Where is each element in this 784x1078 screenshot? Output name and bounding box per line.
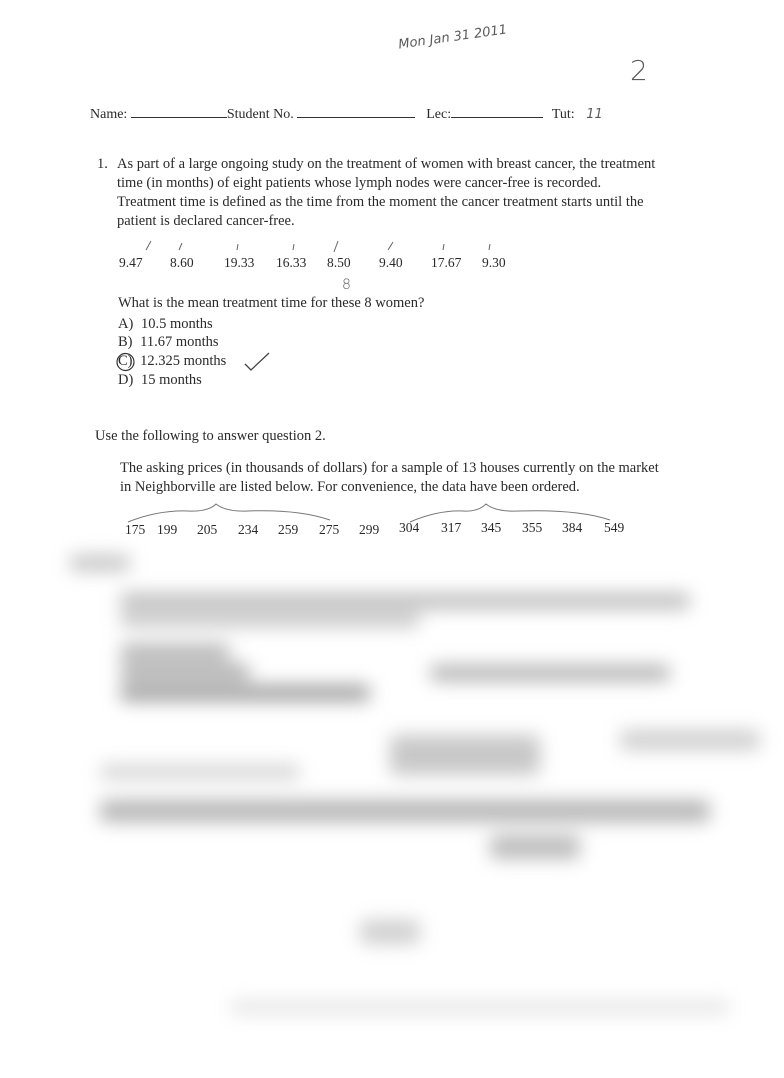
lec-label: Lec: <box>426 107 452 122</box>
option-letter: A) <box>118 316 134 332</box>
student-no-label: Student No. <box>226 107 294 122</box>
option-text: 11.67 months <box>140 334 219 350</box>
blurred-block <box>70 555 130 571</box>
q1-data-value: 8.50 <box>327 255 351 270</box>
blurred-block <box>120 645 230 659</box>
option-b[interactable] <box>118 333 219 352</box>
header-row <box>90 103 603 123</box>
handwritten-count: 8 <box>342 277 351 293</box>
tut-label: Tut: <box>551 107 575 122</box>
question-1-line: time (in months) of eight patients whose lymph nodes were cancer-free is recorded. <box>117 175 602 191</box>
option-letter: B) <box>118 334 133 350</box>
blurred-block <box>120 685 370 701</box>
q1-data-value: 9.30 <box>482 255 506 270</box>
blurred-block <box>620 730 760 750</box>
name-field[interactable] <box>131 103 227 118</box>
tut-handwritten-value: 11 <box>586 107 603 122</box>
question-1-line: patient is declared cancer-free. <box>117 213 295 229</box>
blurred-block <box>120 665 250 679</box>
question-1-line: Treatment time is defined as the time from the moment the cancer treatment starts until the <box>117 194 644 210</box>
q2-data-value: 345 <box>481 520 502 535</box>
question-2-line: The asking prices (in thousands of dollars) for a sample of 13 houses currently on the market <box>120 460 659 476</box>
option-letter: D) <box>118 372 134 388</box>
question-1-number: 1. <box>97 156 108 172</box>
blurred-block <box>490 835 580 859</box>
question-1-line: As part of a large ongoing study on the treatment of women with breast cancer, the treatment <box>117 156 656 172</box>
question-2-text <box>120 459 659 497</box>
q1-data-value: 9.47 <box>119 255 143 270</box>
q2-data-value: 234 <box>238 522 259 537</box>
blurred-block <box>120 613 420 627</box>
handwritten-page-number: 2 <box>630 54 648 87</box>
q2-data-value: 317 <box>441 520 462 535</box>
q2-data-value: 199 <box>157 522 178 537</box>
option-text: 15 months <box>140 372 202 388</box>
lec-field[interactable] <box>451 103 543 118</box>
option-a[interactable] <box>118 315 213 334</box>
q2-data-value: 549 <box>604 520 625 535</box>
q2-data-value: 259 <box>278 522 299 537</box>
blurred-content-region <box>60 545 760 1065</box>
tick-marks <box>110 238 530 256</box>
q2-data-value: 205 <box>197 522 218 537</box>
student-no-field[interactable] <box>297 103 415 118</box>
name-label: Name: <box>90 107 128 122</box>
q1-data-value: 17.67 <box>431 255 462 270</box>
blurred-block <box>430 665 670 681</box>
question-2-instructions: Use the following to answer question 2. <box>95 428 326 444</box>
option-letter: C) <box>118 353 133 369</box>
q1-data-value: 8.60 <box>170 255 194 270</box>
q2-data-value: 175 <box>125 522 146 537</box>
q1-data-value: 16.33 <box>276 255 307 270</box>
question-1-text <box>117 155 655 231</box>
blurred-block <box>360 920 420 944</box>
q1-data-value: 9.40 <box>379 255 403 270</box>
question-2-line: in Neighborville are listed below. For convenience, the data have been ordered. <box>120 479 580 495</box>
q2-data-value: 275 <box>319 522 340 537</box>
option-text: 12.325 months <box>140 353 227 369</box>
handwritten-date: Mon Jan 31 2011 <box>397 22 508 53</box>
q1-data-value: 19.33 <box>224 255 255 270</box>
checkmark-icon <box>242 350 272 374</box>
option-d[interactable] <box>118 371 202 390</box>
question-1-prompt: What is the mean treatment time for these 8 women? <box>118 295 425 311</box>
q2-data-value: 299 <box>359 522 380 537</box>
blurred-block <box>100 800 710 822</box>
option-text: 10.5 months <box>140 316 213 332</box>
q2-data-value: 304 <box>399 520 420 535</box>
blurred-block <box>390 735 540 775</box>
q2-data-value: 384 <box>562 520 583 535</box>
selected-circle-icon <box>116 352 136 372</box>
blurred-block <box>120 593 690 609</box>
q2-data-value: 355 <box>522 520 543 535</box>
blurred-block <box>100 765 300 779</box>
blurred-block <box>230 1000 730 1014</box>
